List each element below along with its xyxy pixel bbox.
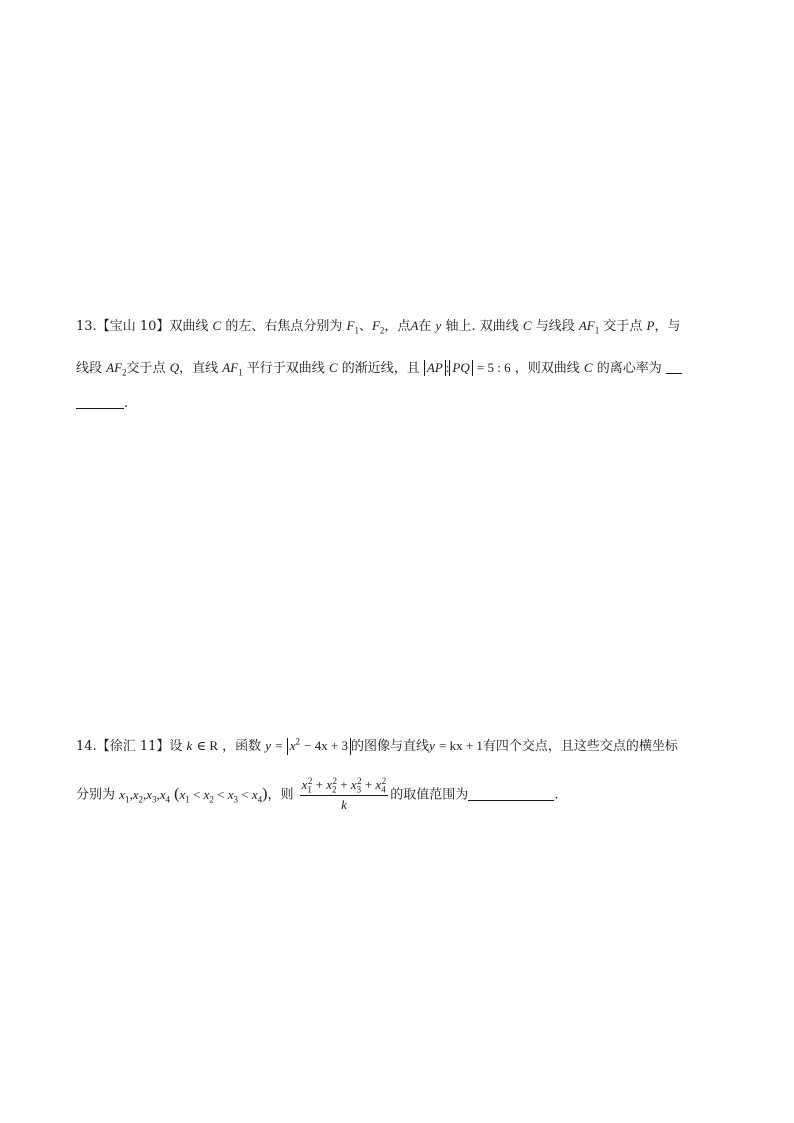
math-line-rhs: = kx + 1 [438, 738, 483, 753]
paren-open: ( [174, 785, 180, 803]
math-AF: AF [222, 360, 239, 375]
subscript: 1 [238, 367, 243, 378]
subscript: 1 [124, 794, 130, 805]
comma: , [129, 786, 133, 802]
problem-13-number: 13. [76, 319, 97, 334]
math-F: F [346, 318, 355, 333]
fraction-denominator: k [341, 797, 347, 812]
subscript: 2 [209, 794, 214, 805]
text: 的离心率为 [596, 361, 662, 376]
problem-14-number: 14. [76, 739, 97, 754]
math-x: x [159, 786, 166, 802]
math-order [179, 786, 263, 805]
subscript: 1 [594, 325, 600, 336]
subscript: 4 [381, 784, 386, 795]
text: ，则 [267, 787, 294, 803]
math-x: x [350, 777, 357, 792]
problem-14-line-2 [76, 776, 558, 814]
math-plus: + [364, 777, 373, 792]
math-AF1 [578, 318, 600, 336]
math-plus: + [315, 777, 324, 792]
problem-14-source: 【徐汇 11】 [96, 739, 170, 754]
math-x: x [301, 777, 308, 792]
math-x: x [146, 786, 152, 802]
math-C: C [212, 318, 222, 333]
text: ，函数 [222, 739, 262, 754]
text: 交于点 [603, 319, 643, 334]
text: 有四个交点，且这些交点的横坐标 [482, 739, 678, 754]
text: 的图像与直线 [351, 739, 430, 754]
superscript: 2 [332, 775, 338, 786]
math-y: y [265, 738, 272, 753]
math-x: x [179, 786, 186, 802]
subscript: 2 [379, 325, 385, 336]
problem-13-line-3 [76, 394, 128, 414]
math-x: x [375, 777, 382, 792]
math-ratio: = 5 : 6 [476, 360, 511, 375]
math-y: y [435, 318, 442, 333]
math-AP: AP [426, 360, 443, 375]
math-y: y [429, 738, 435, 753]
text: 的取值范围为 [390, 787, 469, 803]
math-AF2 [106, 360, 127, 378]
math-x: x [203, 786, 210, 802]
problem-13-line-1 [76, 316, 681, 337]
math-x: x [326, 777, 333, 792]
text: 、 [358, 319, 372, 334]
math-Q: Q [169, 360, 180, 375]
math-lt: < [217, 786, 225, 802]
math-lt: < [193, 786, 201, 802]
superscript: 2 [307, 775, 313, 786]
superscript: 2 [381, 775, 387, 786]
text: 的左、右焦点分别为 [225, 319, 343, 334]
math-P: P [646, 318, 655, 333]
subscript: 1 [354, 325, 359, 336]
subscript: 1 [307, 784, 312, 795]
text: 线段 [76, 361, 103, 376]
math-plus: + [340, 777, 348, 792]
paren-close: ) [262, 785, 268, 803]
math-poly-rest: − 4x + 3 [304, 738, 349, 753]
subscript: 1 [185, 794, 190, 805]
math-x: x [251, 786, 258, 802]
text: 的渐近线，且 [341, 361, 420, 376]
problem-13-line-2 [76, 358, 682, 379]
math-k: k [186, 738, 193, 753]
answer-blank-13a[interactable] [666, 359, 682, 374]
subscript: 4 [257, 794, 263, 805]
text: ，点 [384, 319, 411, 334]
text: 轴上. 双曲线 [445, 319, 519, 334]
text: . [554, 787, 559, 803]
math-F1 [346, 318, 359, 336]
math-x: x [119, 786, 125, 802]
math-AF: AF [578, 318, 595, 333]
subscript: 2 [122, 367, 127, 378]
math-C: C [328, 360, 338, 375]
math-PQ: PQ [452, 360, 470, 375]
superscript: 2 [357, 775, 362, 786]
text: . [124, 396, 129, 411]
subscript: 3 [233, 794, 239, 805]
text: 双曲线 [169, 319, 209, 334]
text: 分别为 [76, 787, 116, 803]
subscript: 3 [152, 794, 157, 805]
math-in-R: ∈ R [196, 738, 218, 753]
text: ，与 [654, 319, 681, 334]
subscript: 3 [356, 784, 362, 795]
text: ，则双曲线 [514, 361, 580, 376]
math-AF1 [222, 360, 243, 378]
math-x: x [132, 786, 139, 802]
math-lt: < [241, 786, 249, 802]
abs-AP [424, 360, 446, 376]
comma: , [156, 786, 160, 802]
text: 设 [169, 739, 183, 754]
math-C: C [522, 318, 532, 333]
answer-blank-14[interactable] [468, 786, 554, 801]
answer-blank-13b[interactable] [76, 394, 124, 409]
math-eq: = [275, 738, 283, 753]
math-C: C [583, 360, 593, 375]
superscript: 2 [295, 736, 300, 747]
text: ，直线 [179, 361, 219, 376]
math-F2 [371, 318, 385, 336]
text: 与线段 [535, 319, 575, 334]
subscript: 4 [165, 794, 171, 805]
math-x: x [227, 786, 234, 802]
math-F: F [371, 318, 380, 333]
fraction-numerator [300, 776, 389, 796]
subscript: 2 [332, 784, 337, 795]
math-x-list [119, 786, 171, 805]
text: 在 [418, 319, 432, 334]
math-AF: AF [106, 360, 123, 375]
subscript: 2 [138, 794, 143, 805]
fraction [300, 776, 389, 814]
math-x: x [289, 738, 296, 753]
math-colon: : [445, 360, 450, 375]
math-A: A [410, 318, 419, 333]
text: 交于点 [126, 361, 166, 376]
abs-PQ [449, 360, 472, 376]
comma: , [142, 786, 147, 802]
problem-13-source: 【宝山 10】 [96, 319, 170, 334]
abs-polynomial [287, 738, 351, 755]
problem-14-line-1 [76, 736, 678, 757]
text: 平行于双曲线 [246, 361, 325, 376]
